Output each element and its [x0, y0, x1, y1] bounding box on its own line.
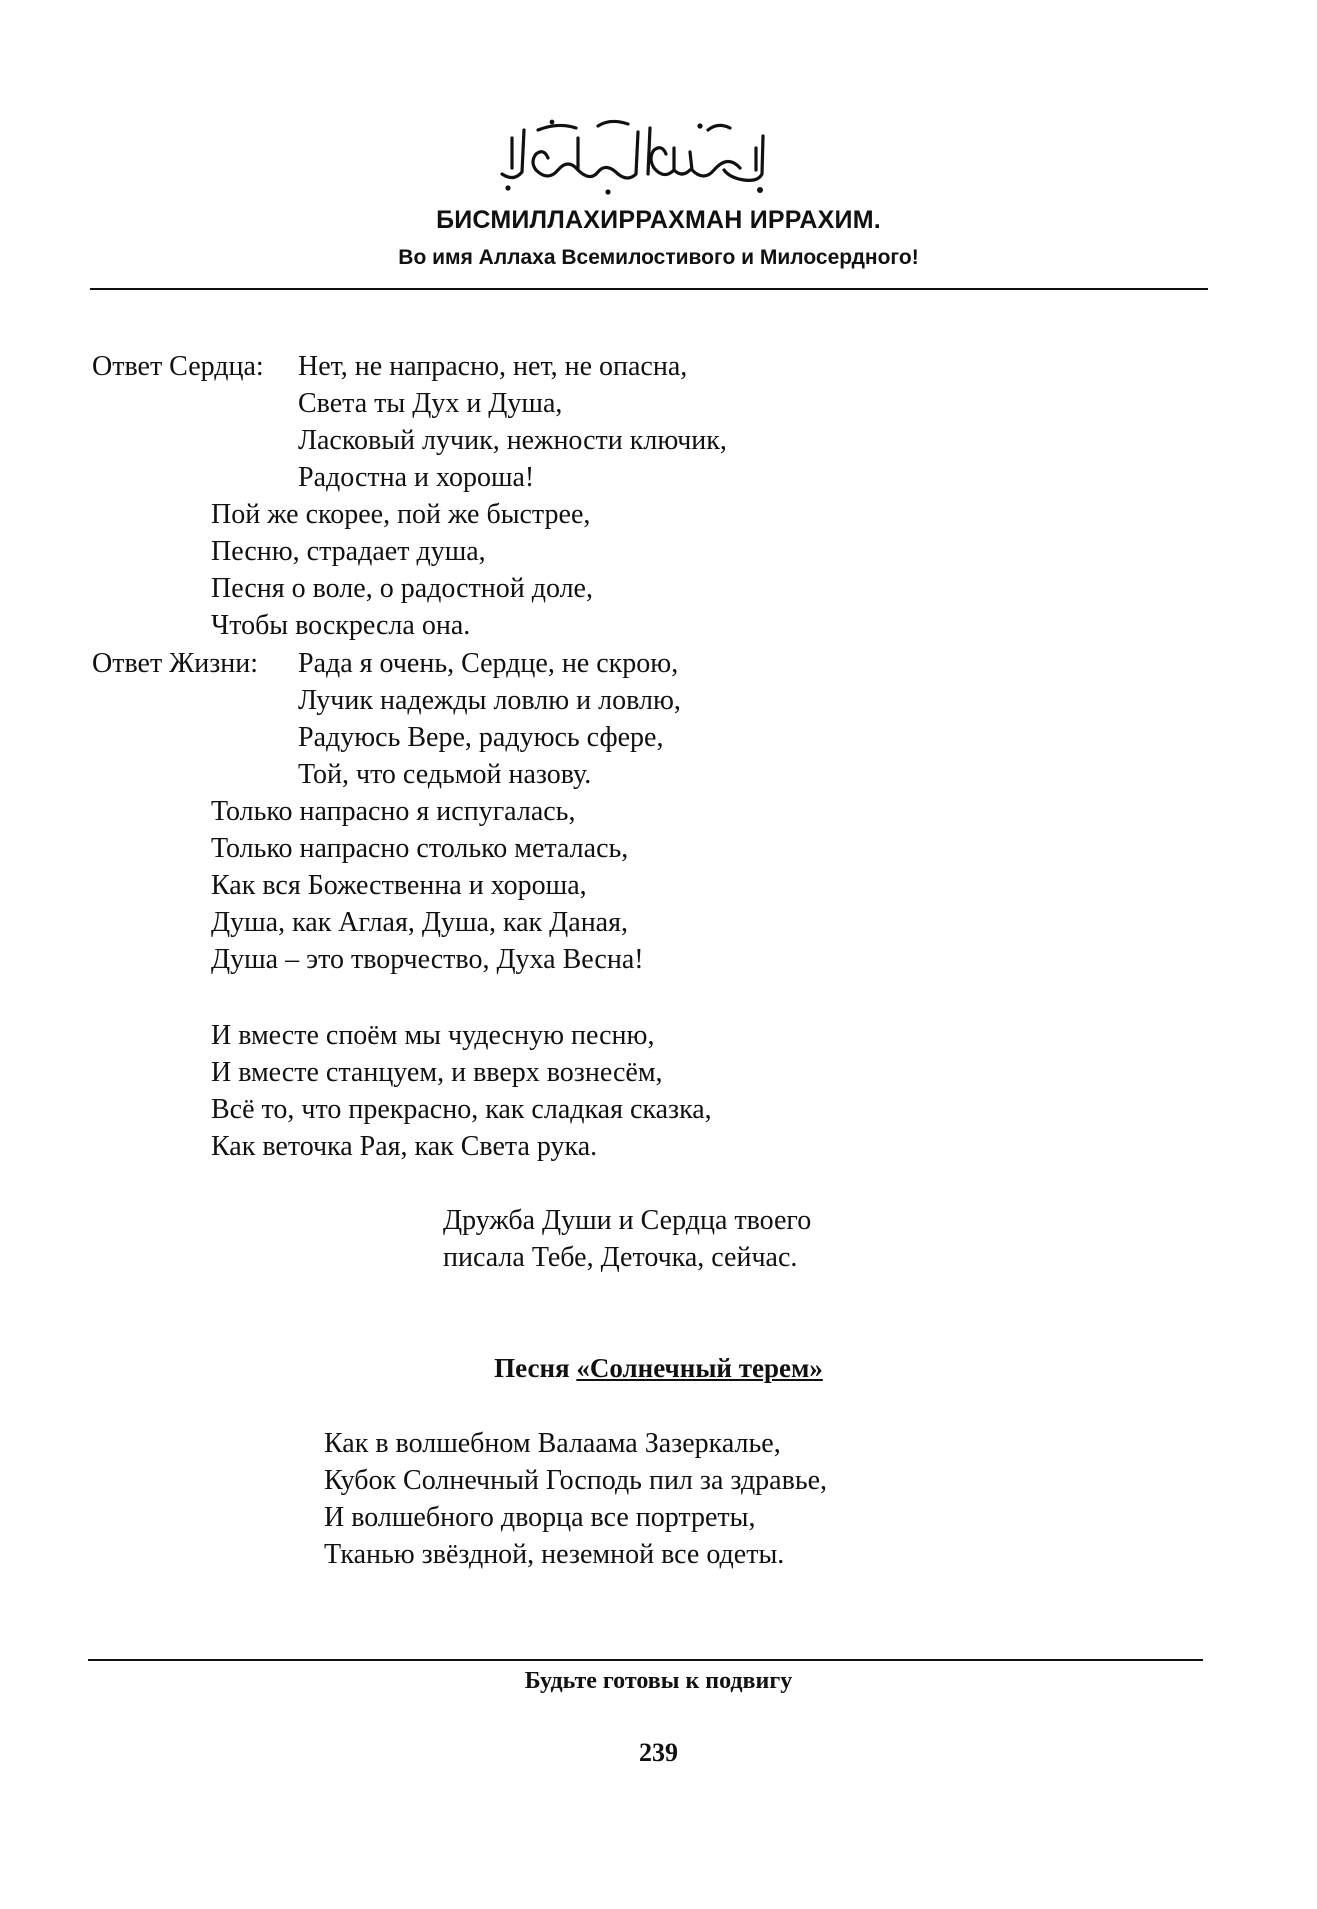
verse-line: Ласковый лучик, нежности ключик, [298, 425, 727, 456]
verse-line: Той, что седьмой назову. [298, 759, 592, 790]
verse-line: Радуюсь Вере, радуюсь сфере, [298, 722, 664, 753]
header-title: БИСМИЛЛАХИРРАХМАН ИРРАХИМ. [436, 206, 881, 234]
verse-line: Как вся Божественна и хороша, [211, 870, 587, 901]
song-title [0, 1353, 1317, 1384]
verse-line: Только напрасно столько металась, [211, 833, 629, 864]
song-line: Как в волшебном Валаама Зазеркалье, [324, 1428, 781, 1459]
speaker-label-life: Ответ Жизни: [92, 648, 259, 679]
page-number: 239 [639, 1738, 678, 1767]
verse-line: Песню, страдает душа, [211, 536, 486, 567]
footer-divider [88, 1659, 1203, 1661]
verse-line: Света ты Дух и Душа, [298, 388, 563, 419]
verse-line: Рада я очень, Сердце, не скрою, [298, 648, 679, 679]
verse-line: Только напрасно я испугалась, [211, 796, 576, 827]
verse-line: Пой же скорее, пой же быстрее, [211, 499, 591, 530]
verse-line: Чтобы воскресла она. [211, 610, 471, 641]
speaker-label-heart: Ответ Сердца: [92, 351, 264, 382]
verse-line: Всё то, что прекрасно, как сладкая сказка, [211, 1094, 712, 1125]
song-title-name: «Солнечный терем» [576, 1353, 823, 1383]
verse-line: Нет, не напрасно, нет, не опасна, [298, 351, 688, 382]
verse-line: И вместе станцуем, и вверх вознесём, [211, 1057, 663, 1088]
song-title-prefix: Песня [494, 1353, 577, 1383]
footer-title: Будьте готовы к подвигу [524, 1668, 793, 1694]
signature-line: Дружба Души и Сердца твоего [443, 1205, 812, 1236]
signature-line: писала Тебе, Деточка, сейчас. [443, 1242, 798, 1273]
verse-line: Песня о воле, о радостной доле, [211, 573, 593, 604]
arabic-calligraphy-icon [478, 108, 790, 198]
verse-line: Радостна и хороша! [298, 462, 535, 493]
verse-line: Душа, как Аглая, Душа, как Даная, [211, 907, 628, 938]
verse-line: Душа – это творчество, Духа Весна! [211, 944, 644, 975]
bismillah-calligraphy [478, 108, 790, 198]
song-line: Тканью звёздной, неземной все одеты. [324, 1539, 785, 1570]
verse-line: И вместе споём мы чудесную песню, [211, 1020, 655, 1051]
verse-line: Лучик надежды ловлю и ловлю, [298, 685, 681, 716]
song-line: Кубок Солнечный Господь пил за здравье, [324, 1465, 828, 1496]
verse-line: Как веточка Рая, как Света рука. [211, 1131, 598, 1162]
song-line: И волшебного дворца все портреты, [324, 1502, 756, 1533]
header-subtitle: Во имя Аллаха Всемилостивого и Милосердного! [398, 246, 919, 269]
header-divider [90, 288, 1208, 290]
